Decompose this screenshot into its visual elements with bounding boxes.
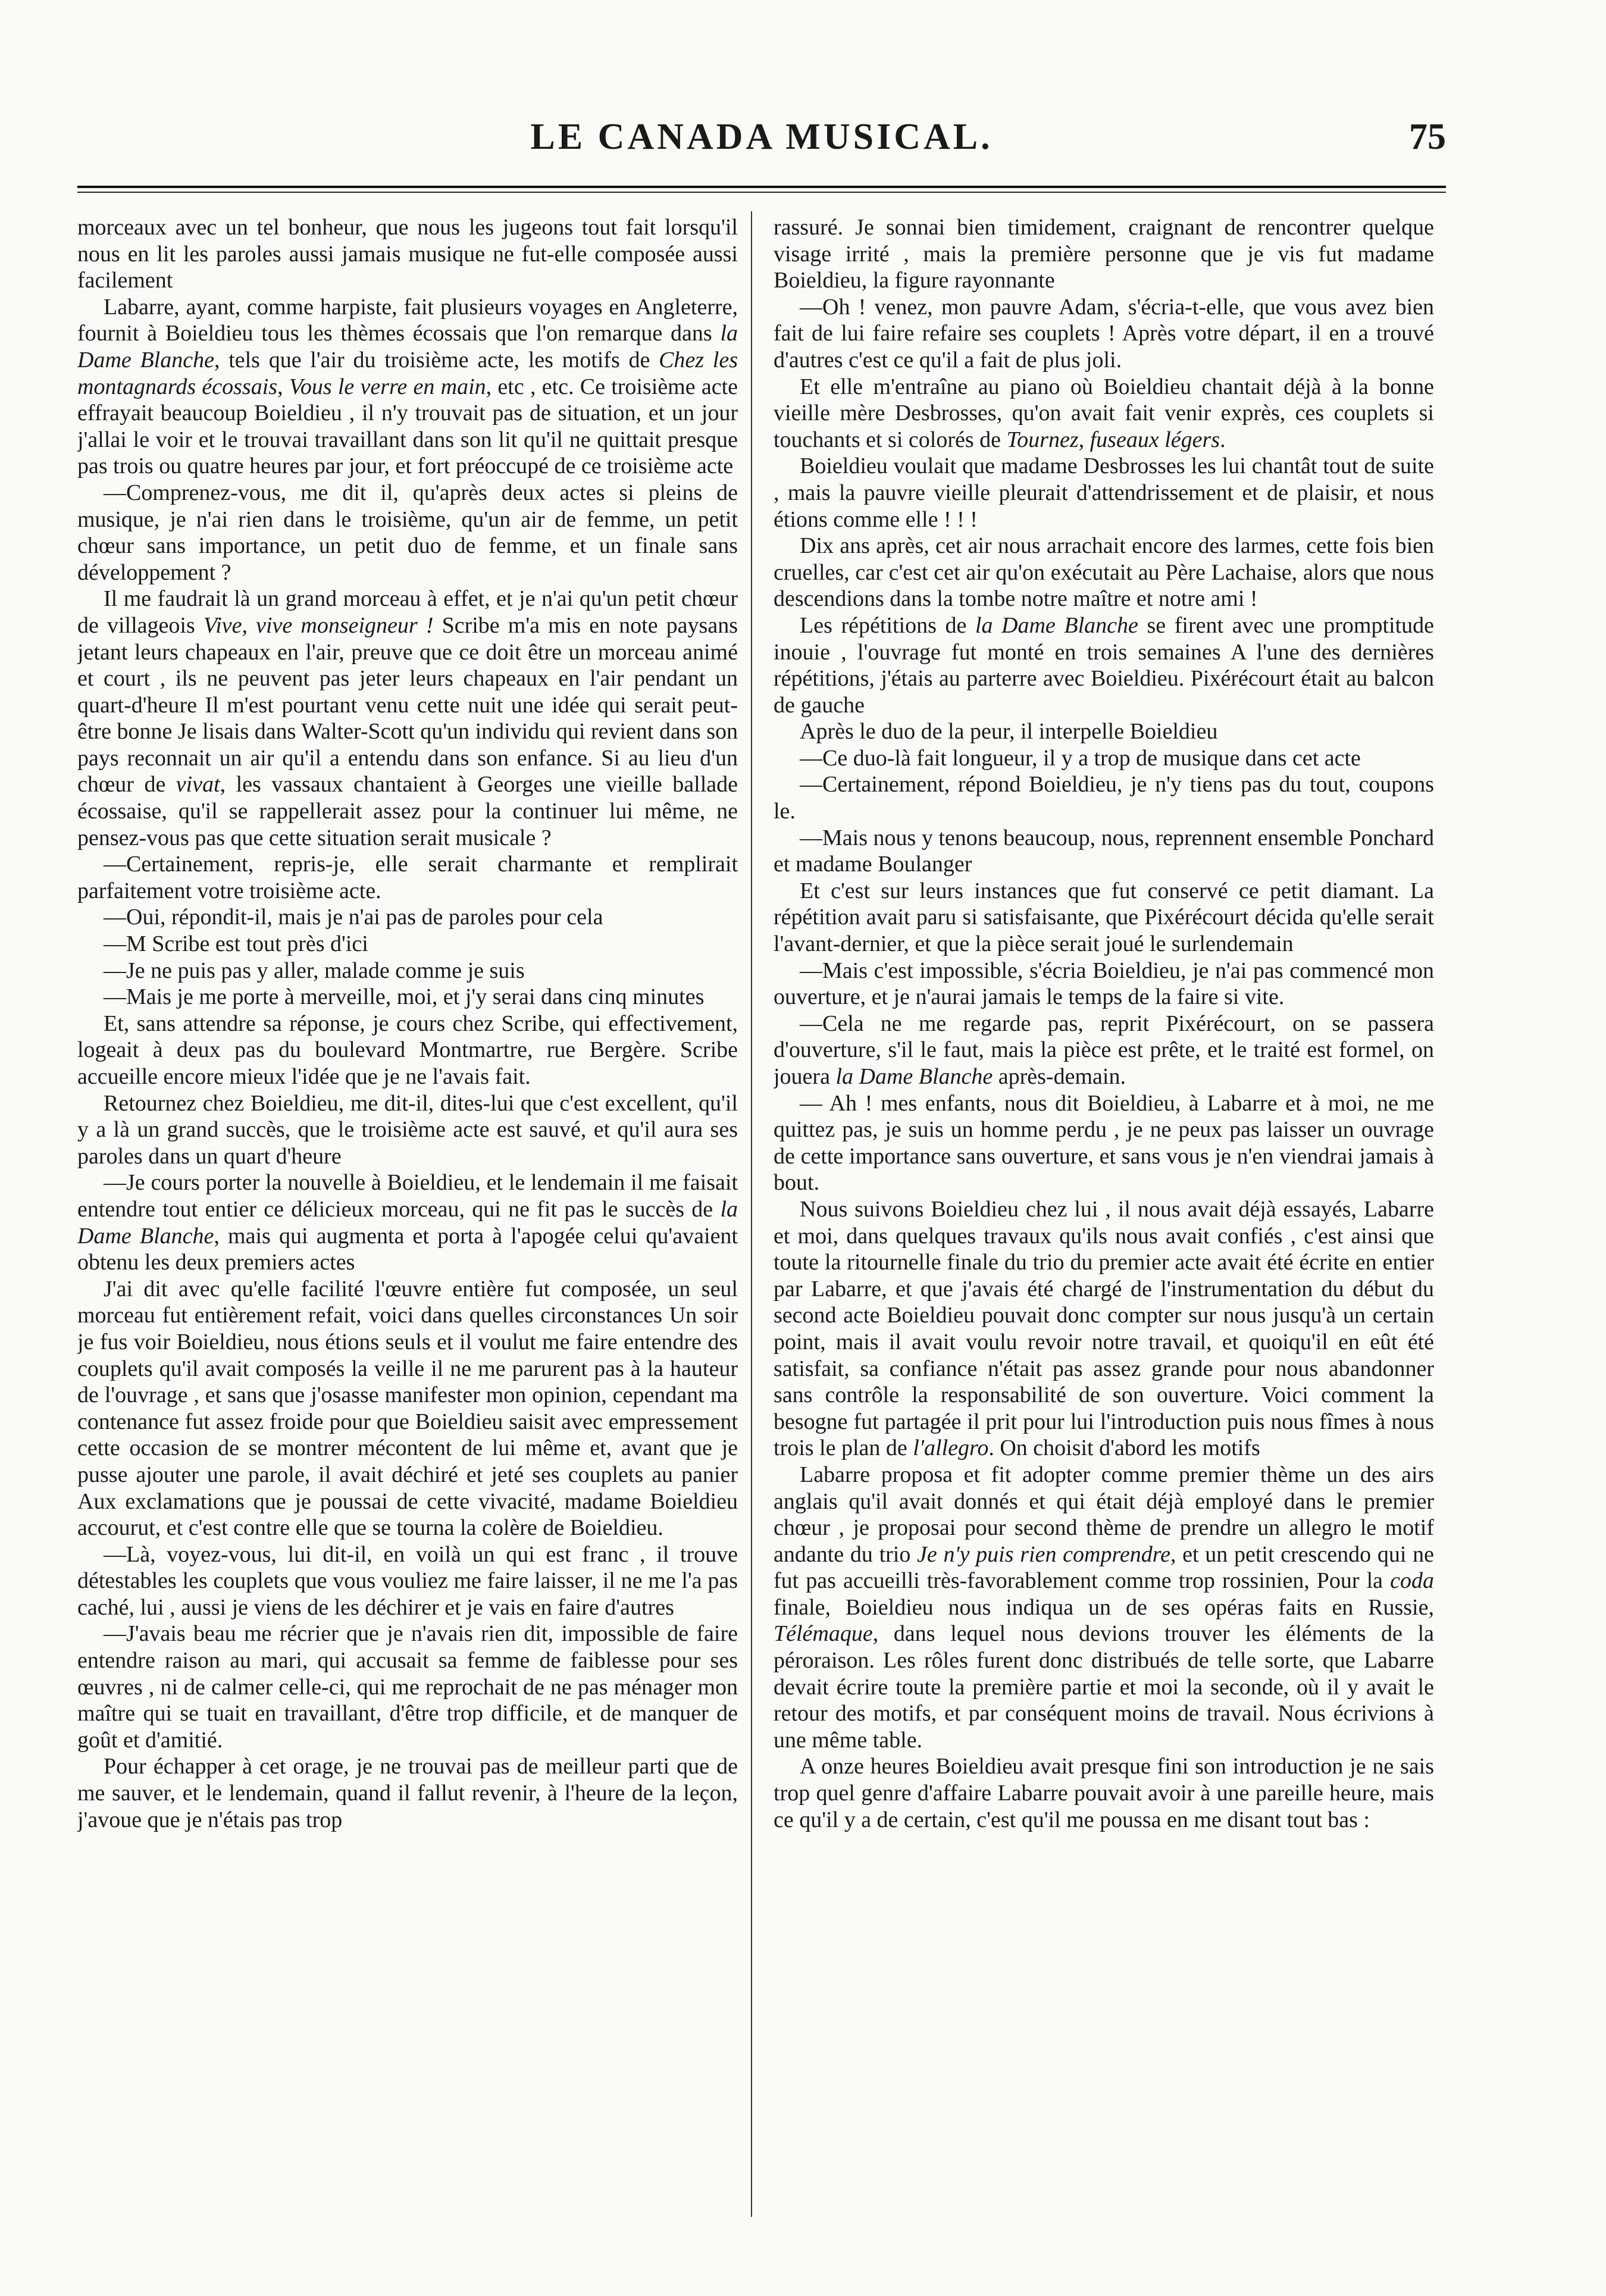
paragraph: Labarre, ayant, comme harpiste, fait plusieurs voyages en Angleterre, fournit à Boieldieu tous les thèmes écossais que l'on remarque dans la Dame Blanche, tels que l'air du troisième acte, les motifs de Chez les montagnards écossais, Vous le verre en main, etc , etc. Ce troisième acte effrayait beaucoup Boieldieu , il n'y trouvait pas de situation, et un jour j'allai le voir et le trouvai travaillant dans son lit qu'il ne quittait presque pas trois ou quatre heures par jour, et fort préoccupé de ce troisième acte bbox=[77, 294, 738, 479]
page-header bbox=[77, 116, 1446, 182]
paragraph: —Certainement, répond Boieldieu, je n'y tiens pas du tout, coupons le. bbox=[774, 772, 1434, 824]
paragraph: —Je cours porter la nouvelle à Boieldieu, et le lendemain il me faisait entendre tout entier ce délicieux morceau, qui ne fit pas le succès de la Dame Blanche, mais qui augmenta et porta à l'apogée celui qu'avaient obtenu les deux premiers actes bbox=[77, 1170, 738, 1275]
paragraph: —Mais nous y tenons beaucoup, nous, reprennent ensemble Ponchard et madame Boulanger bbox=[774, 825, 1434, 877]
paragraph: Et c'est sur leurs instances que fut conservé ce petit diamant. La répétition avait paru si satisfaisante, que Pixérécourt décida qu'elle serait l'avant-dernier, et que la pièce serait joué le surlendemain bbox=[774, 878, 1434, 957]
paragraph: rassuré. Je sonnai bien timidement, craignant de rencontrer quelque visage irrité , mais la première personne que je vis fut madame Boieldieu, la figure rayonnante bbox=[774, 215, 1434, 293]
paragraph: —M Scribe est tout près d'ici bbox=[104, 931, 368, 957]
paragraph: Les répétitions de la Dame Blanche se firent avec une promptitude inouie , l'ouvrage fut monté en trois semaines A l'une des dernières répétitions, j'étais au parterre avec Boieldieu. Pixérécourt était au balcon de gauche bbox=[774, 612, 1434, 718]
paragraph: Après le duo de la peur, il interpelle Boieldieu bbox=[800, 719, 1218, 745]
paragraph: —Cela ne me regarde pas, reprit Pixérécourt, on se passera d'ouverture, s'il le faut, mais la pièce est prête, et le traité est formel, on jouera la Dame Blanche après-demain. bbox=[774, 1011, 1434, 1089]
paragraph: —Je ne puis pas y aller, malade comme je suis bbox=[104, 958, 525, 983]
left-column bbox=[77, 214, 738, 2232]
paragraph: A onze heures Boieldieu avait presque fini son introduction je ne sais trop quel genre d'affaire Labarre pouvait avoir à une pareille heure, mais ce qu'il y a de certain, c'est qu'il me poussa en me disant tout bas : bbox=[774, 1754, 1434, 1832]
paragraph: morceaux avec un tel bonheur, que nous les jugeons tout fait lorsqu'il nous en lit les paroles aussi jamais musique ne fut-elle composée aussi facilement bbox=[77, 215, 738, 293]
paragraph: —Comprenez-vous, me dit il, qu'après deux actes si pleins de musique, je n'ai rien dans le troisième, qu'un air de femme, un petit chœur sans importance, un petit duo de femme, et un finale sans développement ? bbox=[77, 480, 738, 585]
paragraph: —J'avais beau me récrier que je n'avais rien dit, impossible de faire entendre raison au mari, qui accusait sa femme de faiblesse pour ses œuvres , ni de calmer celle-ci, qui me reprochait de ne pas ménager mon maître qui se tuait en travaillant, d'être trop difficile, et de manquer de goût et d'amitié. bbox=[77, 1621, 738, 1753]
paragraph: — Ah ! mes enfants, nous dit Boieldieu, à Labarre et à moi, ne me quittez pas, je suis un homme perdu , je ne peux pas laisser un ouvrage de cette importance sans ouverture, et sans vous je n'en viendrai jamais à bout. bbox=[774, 1090, 1434, 1196]
paragraph: —Oui, répondit-il, mais je n'ai pas de paroles pour cela bbox=[104, 905, 603, 930]
page-title: LE CANADA MUSICAL. bbox=[530, 117, 993, 157]
paragraph: Labarre proposa et fit adopter comme premier thème un des airs anglais qu'il avait donnés et qui était déjà employé dans le premier chœur , je proposai pour second thème de prendre un allegro le motif andante du trio Je n'y puis rien comprendre, et un petit crescendo qui ne fut pas accueilli très-favorablement comme trop rossinien, Pour la coda finale, Boieldieu nous indiqua un de ses opéras faits en Russie, Télémaque, dans lequel nous devions trouver les éléments de la péroraison. Les rôles furent donc distribués de telle sorte, que Labarre devait écrire toute la première partie et moi la seconde, où il y avait le retour des motifs, et par conséquent moins de travail. Nous écrivions à une même table. bbox=[774, 1462, 1434, 1753]
header-rule-thick bbox=[77, 186, 1446, 188]
paragraph: Et elle m'entraîne au piano où Boieldieu chantait déjà à la bonne vieille mère Desbrosses, qu'on avait fait venir exprès, ces couplets si touchants et si colorés de Tournez, fuseaux légers. bbox=[774, 374, 1434, 452]
paragraph: —Certainement, repris-je, elle serait charmante et remplirait parfaitement votre troisième acte. bbox=[77, 852, 738, 903]
paragraph: Boieldieu voulait que madame Desbrosses les lui chantât tout de suite , mais la pauvre vieille pleurait d'attendrissement et de plaisir, et nous étions comme elle ! ! ! bbox=[774, 453, 1434, 532]
paragraph: —Mais c'est impossible, s'écria Boieldieu, je n'ai pas commencé mon ouverture, et je n'aurai jamais le temps de la faire si vite. bbox=[774, 958, 1434, 1010]
paragraph: Dix ans après, cet air nous arrachait encore des larmes, cette fois bien cruelles, car c'est cet air qu'on exécutait au Père Lachaise, alors que nous descendions dans la tombe notre maître et notre ami ! bbox=[774, 533, 1434, 612]
column-divider bbox=[751, 211, 752, 2217]
paragraph: Pour échapper à cet orage, je ne trouvai pas de meilleur parti que de me sauver, et le lendemain, quand il fallut revenir, à l'heure de la leçon, j'avoue que je n'étais pas trop bbox=[77, 1754, 738, 1832]
header-rule-thin bbox=[77, 192, 1446, 193]
paragraph: —Là, voyez-vous, lui dit-il, en voilà un qui est franc , il trouve détestables les couplets que vous vouliez me faire laisser, il ne me l'a pas caché, lui , aussi je viens de les déchirer et je vais en faire d'autres bbox=[77, 1541, 738, 1620]
paragraph: Et, sans attendre sa réponse, je cours chez Scribe, qui effectivement, logeait à deux pas du boulevard Montmartre, rue Bergère. Scribe accueille encore mieux l'idée que je ne l'avais fait. bbox=[77, 1011, 738, 1089]
paragraph: Nous suivons Boieldieu chez lui , il nous avait déjà essayés, Labarre et moi, dans quelques travaux qu'ils nous avait confiés , c'est ainsi que toute la ritournelle finale du trio du premier acte avait été écrite en entier par Labarre, et que j'avais été chargé de l'instrumentation du début du second acte Boieldieu pouvait donc compter sur nous jusqu'à un certain point, mais il avait voulu revoir notre travail, et quoiqu'il en eût été satisfait, sa confiance n'était pas assez grande pour nous abandonner sans contrôle la responsabilité de son ouverture. Voici comment la besogne fut partagée il prit pour lui l'introduction puis nous fîmes à nous trois le plan de l'allegro. On choisit d'abord les motifs bbox=[774, 1196, 1434, 1461]
right-column bbox=[774, 214, 1434, 2232]
paragraph: —Oh ! venez, mon pauvre Adam, s'écria-t-elle, que vous avez bien fait de lui faire refaire ses couplets ! Après votre départ, il en a trouvé d'autres c'est ce qu'il a fait de plus joli. bbox=[774, 294, 1434, 373]
page-number: 75 bbox=[1409, 117, 1446, 157]
paragraph: Il me faudrait là un grand morceau à effet, et je n'ai qu'un petit chœur de villageois Vive, vive monseigneur ! Scribe m'a mis en note paysans jetant leurs chapeaux en l'air, preuve que ce doit être un morceau animé et court , ils ne peuvent pas jeter leurs chapeaux en l'air pendant un quart-d'heure Il m'est pourtant venu cette nuit une idée qui serait peut-être bonne Je lisais dans Walter-Scott qu'un individu qui revient dans son pays reconnait un air qu'il a entendu dans son enfance. Si au lieu d'un chœur de vivat, les vassaux chantaient à Georges une vieille ballade écossaise, qu'il se rappellerait assez pour la continuer lui même, ne pensez-vous pas que cette situation serait musicale ? bbox=[77, 586, 738, 850]
paragraph: Retournez chez Boieldieu, me dit-il, dites-lui que c'est excellent, qu'il y a là un grand succès, que le troisième acte est sauvé, et qu'il aura ses paroles dans un quart d'heure bbox=[77, 1090, 738, 1169]
paragraph: J'ai dit avec qu'elle facilité l'œuvre entière fut composée, un seul morceau fut entièrement refait, voici dans quelles circonstances Un soir je fus voir Boieldieu, nous étions seuls et il voulut me faire entendre des couplets qu'il avait composés la veille il ne me parurent pas à la hauteur de l'ouvrage , et sans que j'osasse manifester mon opinion, cependant ma contenance fut assez froide pour que Boieldieu saisit avec empressement cette occasion de se montrer mécontent de lui même et, avant que je pusse ajouter une parole, il avait déchiré et jeté ses couplets au panier Aux exclamations que je poussai de cette vivacité, madame Boieldieu accourut, et c'est contre elle que se tourna la colère de Boieldieu. bbox=[77, 1276, 738, 1541]
paragraph: —Ce duo-là fait longueur, il y a trop de musique dans cet acte bbox=[800, 745, 1361, 771]
paragraph: —Mais je me porte à merveille, moi, et j'y serai dans cinq minutes bbox=[104, 984, 705, 1010]
